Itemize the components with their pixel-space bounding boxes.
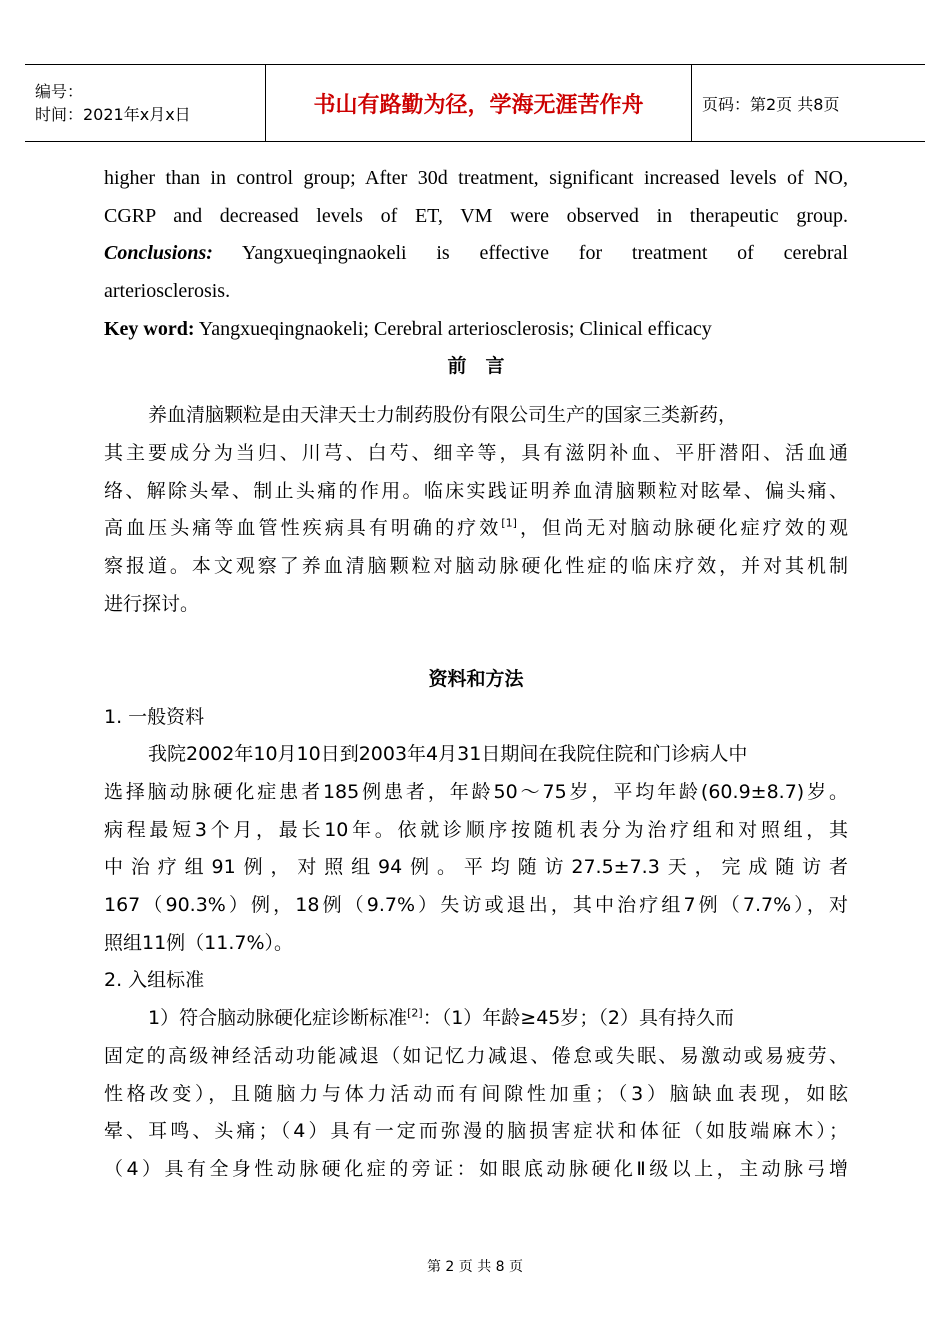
criteria-line: 性格改变），且随脑力与体力活动而有间隙性加重；（3）脑缺血表现，如眩 [104,1082,848,1105]
preface-title: 前 言 [447,355,505,378]
preface-line: 养血清脑颗粒是由天津天士力制药股份有限公司生产的国家三类新药， [148,404,738,427]
methods-line: 我院2002年10月10日到2003年4月31日期间在我院住院和门诊病人中 [148,743,748,766]
keyword-text: Yangxueqingnaokeli; Cerebral arteriosclerosis; Clinical efficacy [194,317,712,340]
preface-text: ，但尚无对脑动脉硬化症疗效的观 [516,517,848,540]
methods-line: 中治疗组91例，对照组94例。平均随访27.5±7.3天，完成随访者 [104,856,848,879]
criteria-line-with-ref [104,1000,848,1038]
methods-subtitle-criteria: 2. 入组标准 [104,969,205,992]
criteria-line: （4）具有全身性动脉硬化症的旁证：如眼底动脉硬化Ⅱ级以上，主动脉弓增 [104,1157,848,1180]
methods-line: 病程最短3个月，最长10年。依就诊顺序按随机表分为治疗组和对照组，其 [104,818,848,841]
reference-2: [2] [407,1006,423,1020]
reference-1: [1] [501,516,517,530]
header-number-label: 编号： [35,82,84,101]
preface-line-with-ref [104,510,848,548]
header-time-label: 时间：2021年x月x日 [35,105,191,124]
conclusions-label: Conclusions: [104,242,213,265]
abstract-line: higher than in control group; After 30d treatment, significant increased levels of NO, [104,167,848,189]
criteria-line: 晕、耳鸣、头痛；（4）具有一定而弥漫的脑损害症状和体征（如肢端麻木）； [104,1120,848,1143]
page-footer: 第 2 页 共 8 页 [426,1259,524,1275]
document-body [104,160,848,1189]
criteria-line: 固定的高级神经活动功能减退（如记忆力减退、倦怠或失眠、易激动或易疲劳、 [104,1044,848,1067]
methods-line: 167（90.3%）例，18例（9.7%）失访或退出，其中治疗组7例（7.7%），对 [104,894,848,917]
abstract-keywords [104,311,848,349]
methods-line: 选择脑动脉硬化症患者185例患者，年龄50～75岁，平均年龄(60.9±8.7)岁。 [104,781,848,803]
methods-line: 照组11例（11.7%）。 [104,931,294,954]
header-meta [25,65,266,142]
document-header [25,64,925,142]
criteria-text: 1）符合脑动脉硬化症诊断标准 [148,1007,408,1030]
preface-line: 络、解除头晕、制止头痛的作用。临床实践证明养血清脑颗粒对眩晕、偏头痛、 [104,479,848,502]
preface-line: 进行探讨。 [104,592,200,615]
preface-line: 察报道。本文观察了养血清脑颗粒对脑动脉硬化性症的临床疗效，并对其机制 [104,554,848,577]
abstract-line: CGRP and decreased levels of ET, VM were observed in therapeutic group. [104,204,848,227]
abstract-conclusions [104,235,848,273]
methods-subtitle-general: 1. 一般资料 [104,705,205,728]
abstract-line: arteriosclerosis. [104,280,231,303]
preface-text: 高血压头痛等血管性疾病具有明确的疗效 [104,517,502,540]
header-page-label: 页码：第2页 共8页 [692,65,926,142]
conclusions-text: Yangxueqingnaokeli is effective for treatment of cerebral [212,242,848,265]
header-motto: 书山有路勤为径，学海无涯苦作舟 [266,65,692,142]
preface-line: 其主要成分为当归、川芎、白芍、细辛等，具有滋阴补血、平肝潜阳、活血通 [104,441,848,464]
methods-title: 资料和方法 [428,667,524,690]
keyword-label: Key word: [104,317,195,340]
criteria-text: ：（1）年龄≥45岁；（2）具有持久而 [422,1007,734,1030]
